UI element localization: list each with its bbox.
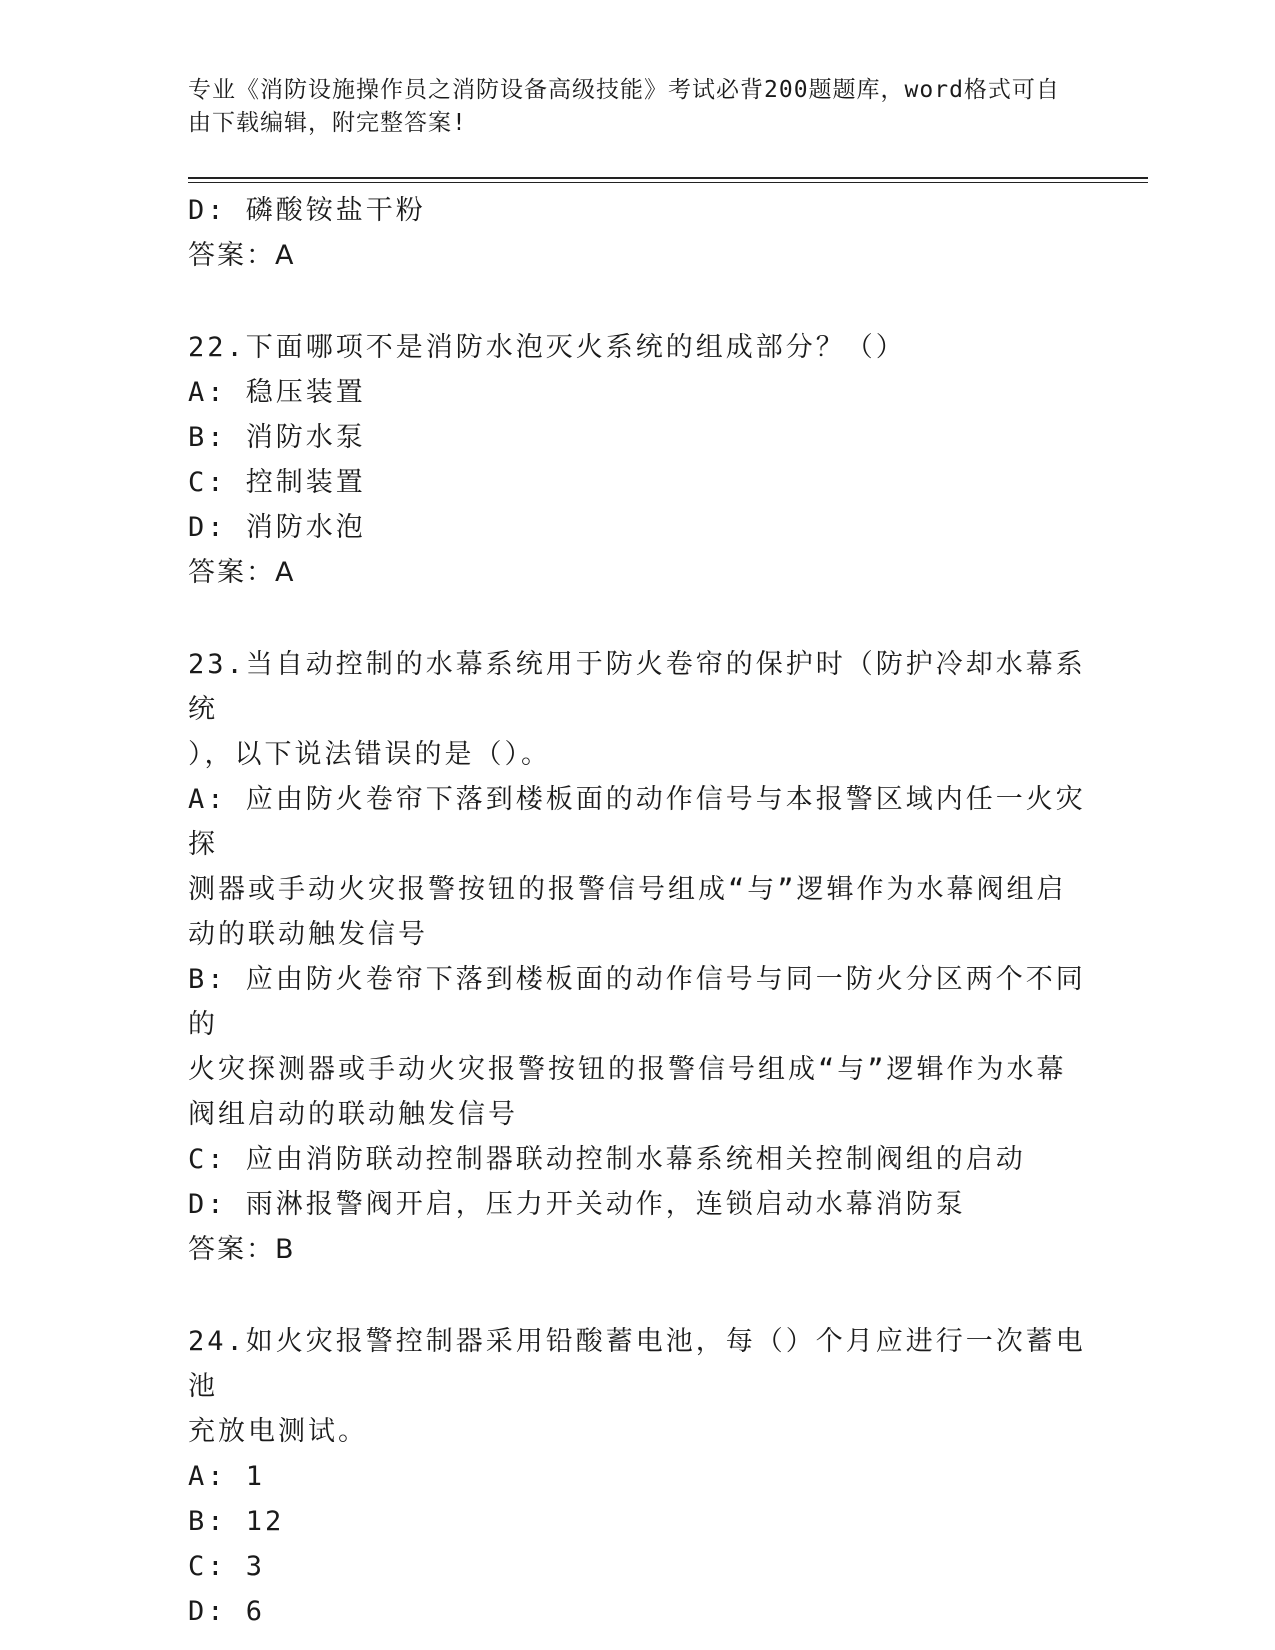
option-a: A: 稳压装置 (188, 377, 366, 408)
option-a: A: 应由防火卷帘下落到楼板面的动作信号与本报警区域内任一火灾探 (188, 784, 1086, 860)
question-stem: 23.当自动控制的水幕系统用于防火卷帘的保护时（防护冷却水幕系统 (188, 649, 1086, 725)
question-block (188, 325, 1088, 595)
option-c: C: 控制装置 (188, 467, 366, 498)
header-divider-bottom (188, 182, 1148, 183)
question-stem-continued: 充放电测试。 (188, 1416, 368, 1447)
answer-line: 答案：A (188, 557, 296, 588)
answer-line: 答案：B (188, 1234, 296, 1265)
option-d: D: 6 (188, 1596, 266, 1627)
option-a-continued: 测器或手动火灾报警按钮的报警信号组成“与”逻辑作为水幕阀组启 (188, 874, 1067, 905)
question-block (188, 642, 1088, 1272)
option-d: D: 雨淋报警阀开启，压力开关动作，连锁启动水幕消防泵 (188, 1189, 966, 1220)
question-block (188, 1319, 1088, 1634)
option-d: D: 消防水泡 (188, 512, 366, 543)
option-b-continued: 火灾探测器或手动火灾报警按钮的报警信号组成“与”逻辑作为水幕 (188, 1054, 1067, 1085)
question-content (188, 188, 1088, 1634)
document-header: 专业《消防设施操作员之消防设备高级技能》考试必背200题题库，word格式可自由下载编辑，附完整答案! (188, 77, 1060, 136)
option-c: C: 应由消防联动控制器联动控制水幕系统相关控制阀组的启动 (188, 1144, 1026, 1175)
question-stem: 24.如火灾报警控制器采用铅酸蓄电池，每（）个月应进行一次蓄电池 (188, 1326, 1086, 1402)
option-a-continued: 动的联动触发信号 (188, 919, 428, 950)
option-b: B: 应由防火卷帘下落到楼板面的动作信号与同一防火分区两个不同的 (188, 964, 1086, 1040)
question-stem: 22.下面哪项不是消防水泡灭火系统的组成部分？（） (188, 332, 906, 363)
question-stem-continued: ），以下说法错误的是（）。 (188, 739, 551, 770)
option-a: A: 1 (188, 1461, 266, 1492)
header-divider-top (188, 177, 1148, 179)
option-b-continued: 阀组启动的联动触发信号 (188, 1099, 518, 1130)
answer-line: 答案：A (188, 240, 296, 271)
option-b: B: 12 (188, 1506, 285, 1537)
option-b: B: 消防水泵 (188, 422, 366, 453)
option-c: C: 3 (188, 1551, 266, 1582)
option-d: D: 磷酸铵盐干粉 (188, 195, 426, 226)
